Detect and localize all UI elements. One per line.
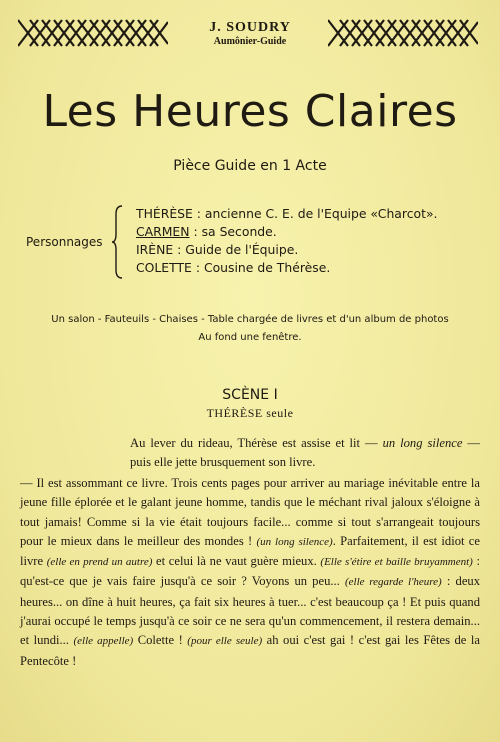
- scene-heading: SCÈNE I: [222, 387, 278, 403]
- cast-name: THÉRÈSE: [136, 206, 193, 221]
- cast-member: [136, 241, 437, 259]
- author-role: Aumônier-Guide: [213, 36, 287, 47]
- cast-name: IRÈNE: [136, 242, 174, 257]
- dialogue-text: . Parfaitement, il est idiot ce livre: [20, 533, 480, 569]
- setting-line: Au fond une fenêtre.: [198, 332, 302, 343]
- cast-desc: : Guide de l'Équipe.: [173, 242, 299, 257]
- cast-desc: : Cousine de Thérèse.: [191, 260, 331, 275]
- dialogue-text: : deux heures... on dîne à huit heures, ça fait six heures à tuer... c'est beaucoup ça ! Et puis quand j'aurai occupé le temps jusqu'à ce soir ce ne sera qu'un commencement, il restera demain... et lundi...: [20, 574, 481, 648]
- scene-subheading: THÉRÈSE seule: [206, 406, 294, 420]
- monologue-text: [20, 474, 480, 671]
- setting-line: Un salon - Fauteuils - Chaises - Table chargée de livres et d'un album de photos: [51, 314, 449, 325]
- dialogue-text: ah oui c'est gai ! c'est gai les Fêtes de la Pentecôte !: [20, 633, 480, 668]
- cast-list: [136, 205, 437, 277]
- play-title: Les Heures Claires: [42, 86, 458, 137]
- cast-member: [136, 259, 437, 277]
- stage-note: (Elle s'étire et baille bruyamment): [320, 556, 473, 569]
- cast-member: [136, 223, 437, 241]
- cast-desc: : sa Seconde.: [189, 224, 277, 239]
- stage-direction: [130, 434, 480, 472]
- stage-note: (elle appelle): [73, 635, 134, 648]
- stage-note: (un long silence): [256, 535, 333, 548]
- play-subtitle: Pièce Guide en 1 Acte: [173, 158, 327, 174]
- cast-label: Personnages: [26, 235, 103, 249]
- setting-description: [0, 311, 500, 347]
- dialogue-text: et celui là ne vaut guère mieux.: [152, 554, 321, 569]
- stage-text: Au lever du rideau, Thérèse est assise et lit —: [130, 436, 383, 450]
- cast-member: [136, 205, 437, 223]
- cast-name: CARMEN: [136, 224, 190, 239]
- stage-text: — puis elle jette brusquement son livre.: [130, 436, 480, 469]
- stage-note: (elle regarde l'heure): [344, 576, 442, 589]
- stage-text-italic: un long silence: [382, 436, 463, 450]
- curly-brace-icon: [110, 204, 124, 280]
- cast-desc: : ancienne C. E. de l'Equipe «Charcot».: [192, 206, 438, 221]
- stage-note: (pour elle seule): [187, 635, 263, 648]
- dialogue-text: — Il est assommant ce livre. Trois cents pages pour arriver au mariage inévitable entre la jeune fille éplorée et le galant jeune homme, tandis que le méchant rival jaloux s'éloigne à tout jamais! Comme si la vie était toujours facile... comme si tout s'arrangeait toujours pour le mieux dans le meilleur des mondes !: [20, 476, 480, 548]
- cast-name: COLETTE: [136, 260, 192, 275]
- dialogue-text: : qu'est-ce que je vais faire jusqu'à ce soir ? Voyons un peu...: [20, 554, 480, 589]
- stage-note: (elle en prend un autre): [46, 556, 153, 569]
- author-name: J. SOUDRY: [209, 20, 291, 35]
- author-block: [0, 20, 500, 48]
- dialogue-text: Colette !: [133, 633, 188, 648]
